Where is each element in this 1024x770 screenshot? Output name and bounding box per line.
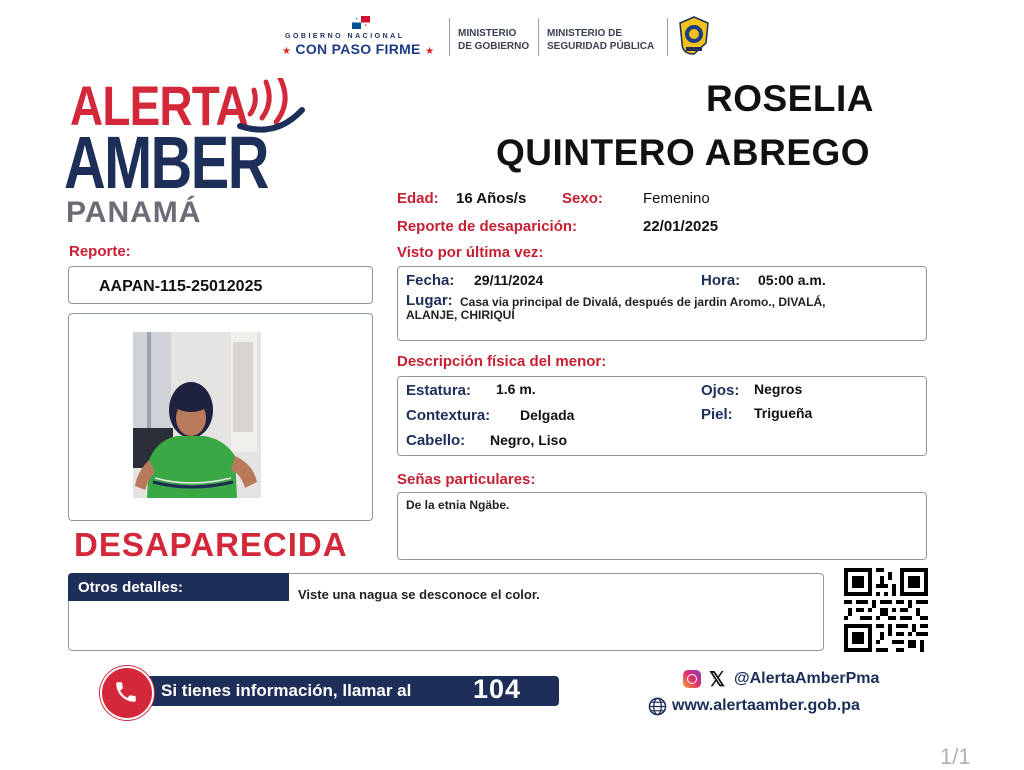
lugar-value-1: Casa via principal de Divalá, después de jardin Aromo., DIVALÁ,	[460, 295, 826, 309]
social-handle: @AlertaAmberPma	[734, 670, 880, 687]
hora-value: 05:00 a.m.	[758, 272, 826, 288]
reporte-desaparicion-label: Reporte de desaparición:	[397, 218, 578, 235]
other-details-box	[68, 573, 824, 651]
estatura-label: Estatura:	[406, 382, 472, 399]
photo-frame	[68, 313, 373, 521]
logo-panama: PANAMÁ	[66, 196, 202, 229]
lugar-label: Lugar:	[406, 292, 453, 309]
edad-value: 16 Años/s	[456, 190, 527, 207]
ojos-value: Negros	[754, 381, 803, 397]
government-header	[282, 14, 722, 60]
marks-value: De la etnia Ngäbe.	[406, 498, 510, 512]
hora-label: Hora:	[701, 272, 741, 289]
cabello-label: Cabello:	[406, 432, 466, 449]
logo-alerta: ALERTA	[70, 74, 248, 137]
reporte-label: Reporte:	[69, 243, 131, 260]
page-indicator: 1/1	[940, 744, 971, 769]
divider	[667, 18, 668, 56]
missing-person-photo	[133, 332, 261, 498]
last-seen-box	[397, 266, 927, 341]
ministry-seguridad: MINISTERIO DE SEGURIDAD PÚBLICA	[547, 28, 655, 52]
gob-slogan: CON PASO FIRME	[295, 41, 421, 57]
phone-number: 104	[473, 674, 522, 704]
other-details-header	[68, 573, 289, 601]
website-url: www.alertaamber.gob.pa	[672, 697, 860, 714]
divider	[449, 18, 450, 56]
last-seen-title: Visto por última vez:	[397, 244, 544, 261]
sexo-value: Femenino	[643, 190, 710, 207]
status-label: DESAPARECIDA	[74, 526, 348, 563]
sexo-label: Sexo:	[562, 190, 603, 207]
first-name: ROSELIA	[706, 78, 874, 119]
marks-box	[397, 492, 927, 560]
globe-icon	[648, 697, 667, 716]
phone-icon	[113, 679, 139, 705]
qr-code[interactable]	[844, 568, 928, 652]
panama-flag-icon	[352, 16, 370, 29]
other-details-label: Otros detalles:	[78, 579, 184, 596]
contextura-label: Contextura:	[406, 407, 491, 424]
alerta-amber-logo	[64, 74, 314, 234]
reporte-desaparicion-value: 22/01/2025	[643, 218, 719, 235]
cabello-value: Negro, Liso	[490, 432, 568, 448]
piel-value: Trigueña	[754, 405, 813, 421]
estatura-value: 1.6 m.	[496, 381, 536, 397]
x-twitter-icon: 𝕏	[709, 669, 726, 691]
physical-box	[397, 376, 927, 456]
ojos-label: Ojos:	[701, 382, 740, 399]
ministry-gobierno: MINISTERIO DE GOBIERNO	[458, 28, 530, 52]
signal-waves-icon	[236, 78, 306, 138]
instagram-icon	[683, 670, 701, 688]
report-code: AAPAN-115-25012025	[99, 278, 263, 295]
gob-top-text: GOBIERNO NACIONAL	[285, 33, 405, 40]
divider	[538, 18, 539, 56]
other-details-value: Viste una nagua se desconoce el color.	[298, 587, 540, 602]
physical-title: Descripción física del menor:	[397, 353, 607, 370]
social-row[interactable]	[683, 669, 913, 691]
star-icon: ★	[425, 46, 435, 57]
lugar-value-2: ALANJE, CHIRIQUÍ	[406, 308, 515, 322]
piel-label: Piel:	[701, 406, 733, 423]
call-text: Si tienes información, llamar al	[161, 681, 412, 700]
report-code-box	[68, 266, 373, 304]
edad-label: Edad:	[397, 190, 439, 207]
police-seal-icon	[677, 16, 711, 56]
marks-title: Señas particulares:	[397, 471, 536, 488]
call-banner[interactable]	[100, 666, 560, 716]
fecha-label: Fecha:	[406, 272, 455, 289]
contextura-value: Delgada	[520, 407, 575, 423]
last-name: QUINTERO ABREGO	[496, 132, 871, 173]
fecha-value: 29/11/2024	[474, 272, 544, 288]
star-icon: ★	[282, 46, 291, 57]
logo-amber: AMBER	[64, 121, 268, 204]
website-row[interactable]	[648, 696, 908, 718]
